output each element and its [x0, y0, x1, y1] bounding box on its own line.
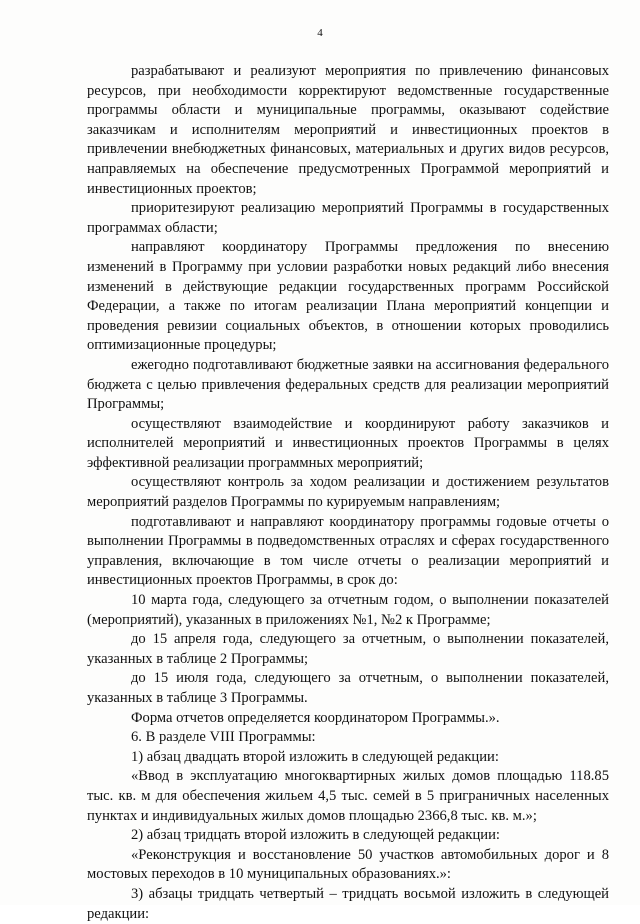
paragraph: «Реконструкция и восстановление 50 участков автомобильных дорог и 8 мостовых переходов в 10 муниципальных образованиях.»: — [87, 846, 609, 883]
paragraph: осуществляют контроль за ходом реализации и достижением результатов мероприятий разделов Программы по курируемым направлениям; — [87, 474, 609, 511]
paragraph: направляют координатору Программы предложения по внесению изменений в Программу при условии разработки новых редакций либо внесения изменений в действующие редакции государственных программ Российской Федерации, а также по итогам реализации Плана мероприятий концепции и проведения ревизии социальных объектов, в отношении которых проводились оптимизационные процедуры; — [87, 239, 609, 354]
paragraph: ежегодно подготавливают бюджетные заявки на ассигнования федерального бюджета с целью привлечения федеральных средств для реализации мероприятий Программы; — [87, 356, 609, 413]
document-text — [87, 62, 609, 924]
paragraph: до 15 июля года, следующего за отчетным, о выполнении показателей, указанных в таблице 3 Программы. — [87, 670, 609, 706]
paragraph: «Ввод в эксплуатацию многоквартирных жилых домов площадью 118.85 тыс. кв. м для обеспечения жильем 4,5 тыс. семей в 5 приграничных населенных пунктах и индивидуальных жилых домов площадью 2366,8 тыс. кв. м.»; — [87, 768, 609, 824]
paragraph: 6. В разделе VIII Программы: — [131, 729, 316, 746]
paragraph: до 15 апреля года, следующего за отчетным, о выполнении показателей, указанных в таблице 2 Программы; — [87, 631, 609, 667]
page-number: 4 — [317, 27, 323, 39]
paragraph: 1) абзац двадцать второй изложить в следующей редакции: — [131, 748, 499, 765]
paragraph: 3) абзацы тридцать четвертый – тридцать восьмой изложить в следующей редакции: — [87, 885, 609, 922]
paragraph: осуществляют взаимодействие и координируют работу заказчиков и исполнителей мероприятий и инвестиционных проектов Программы в целях эффективной реализации программных мероприятий; — [87, 415, 609, 471]
paragraph: разрабатывают и реализуют мероприятия по привлечению финансовых ресурсов, при необходимости корректируют ведомственные государственные программы области и муниципальные программы, оказывают содействие заказчикам и исполнителям мероприятий и инвестиционных проектов в привлечении внебюджетных финансовых, материальных и других видов ресурсов, направляемых на обеспечение предусмотренных Программой мероприятий и инвестиционных проектов; — [87, 63, 609, 197]
paragraph: подготавливают и направляют координатору программы годовые отчеты о выполнении Программы в подведомственных отраслях и сферах государственного управления, включающие в том числе отчеты о реализации мероприятий и инвестиционных проектов Программы, в срок до: — [87, 513, 609, 589]
paragraph: приоритезируют реализацию мероприятий Программы в государственных программах области; — [87, 200, 609, 236]
paragraph: 10 марта года, следующего за отчетным годом, о выполнении показателей (мероприятий), указанных в приложениях №1, №2 к Программе; — [87, 592, 609, 628]
paragraph: 2) абзац тридцать второй изложить в следующей редакции: — [131, 827, 500, 844]
paragraph: Форма отчетов определяется координатором Программы.». — [131, 709, 500, 726]
